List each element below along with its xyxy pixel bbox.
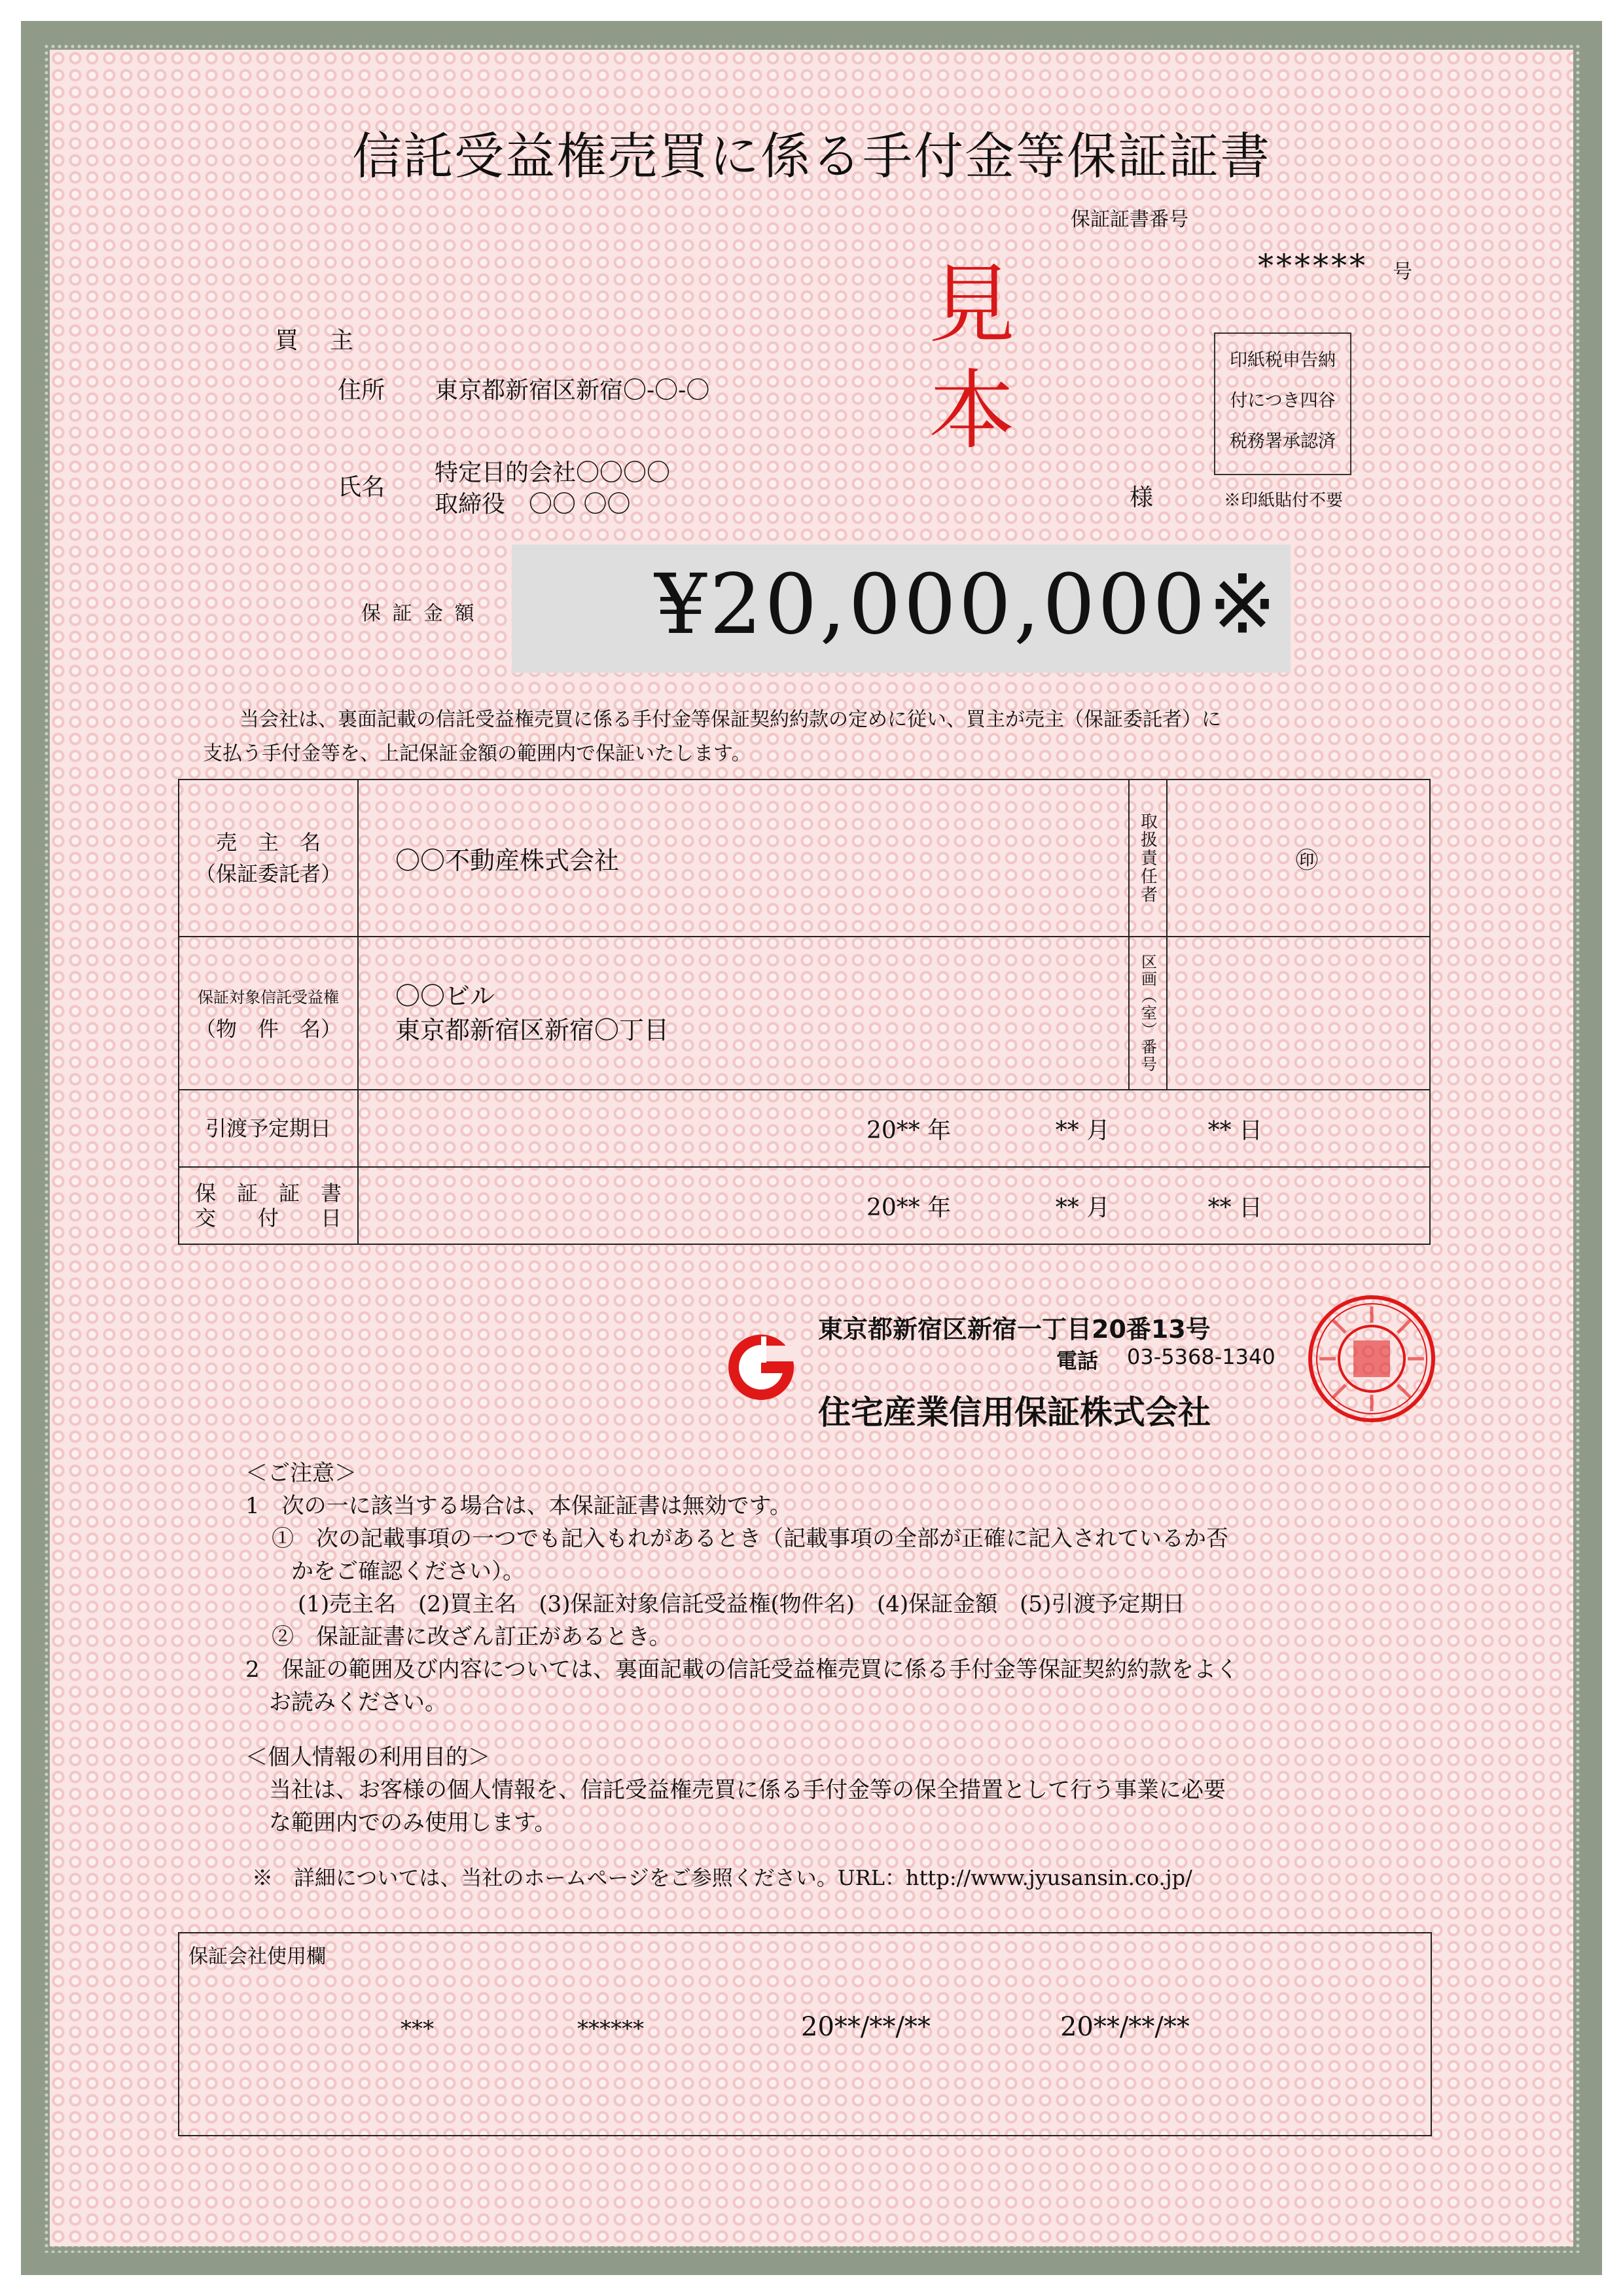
issue-date-cell [358,1167,1430,1244]
buyer-address: 東京都新宿区新宿〇-〇-〇 [435,377,710,404]
guarantee-amount: ¥20,000,000※ [654,556,1280,653]
notes-heading: ＜ご注意＞ [245,1460,357,1486]
sample-mark-top: 見 [929,255,1015,355]
buyer-name-label: 氏名 [338,474,385,501]
company-name: 住宅産業信用保証株式会社 [818,1393,1211,1431]
handover-label: 引渡予定期日 [179,1090,358,1167]
cert-number-label: 保証証書番号 [1071,208,1188,231]
issue-sub-label: 交 付 日 [194,1206,342,1230]
stamp-tax-line: 税務署承認済 [1230,431,1336,452]
cert-number-suffix: 号 [1393,260,1412,283]
office-use-label: 保証会社使用欄 [188,1945,326,1968]
table-row [179,1090,1430,1167]
table-row [179,1167,1430,1244]
property-label: 保証対象信託受益権 [198,988,339,1007]
office-value: *** [401,2016,434,2042]
buyer-name-line2: 取締役 〇〇 〇〇 [435,491,631,518]
notes-item-1: 1 次の一に該当する場合は、本保証証書は無効です。 [245,1493,792,1519]
property-label-cell [179,937,358,1090]
issue-label: 保 証 証 書 [194,1181,342,1206]
issue-day: ** 日 [1207,1194,1263,1221]
seller-value: 〇〇不動産株式会社 [358,780,1129,937]
office-use-box [178,1932,1432,2136]
property-value-cell [358,937,1129,1090]
handler-label: 取扱責任者 [1137,812,1158,904]
privacy-line-a: 当社は、お客様の個人情報を、信託受益権売買に係る手付金等の保全措置として行う事業に必要 [269,1777,1226,1803]
seal-mark-icon: ㊞ [1296,847,1318,874]
office-value: 20**/**/** [1060,2012,1190,2042]
handover-date-cell [358,1090,1430,1167]
notes-item-2b: お読みください。 [269,1689,447,1715]
notes-item-1-1b: かをご確認ください）。 [291,1558,525,1585]
notes-item-1-1a: ① 次の記載事項の一つでも記入もれがあるとき（記載事項の全部が正確に記入されているか否 [272,1526,1228,1552]
amount-label: 保 証 金 額 [361,602,477,625]
company-address: 東京都新宿区新宿一丁目20番13号 [818,1315,1211,1344]
notes-item-1-2: ② 保証証書に改ざん訂正があるとき。 [272,1624,671,1650]
cert-number-value: ****** [1258,247,1368,284]
intro-line-1: 当会社は、裏面記載の信託受益権売買に係る手付金等保証契約約款の定めに従い、買主が売主（保証委託者）に [240,708,1221,731]
spacer [245,1839,1410,1861]
table-row [179,780,1430,937]
property-address: 東京都新宿区新宿〇丁目 [395,1016,669,1045]
stamp-tax-line: 付につき四谷 [1230,391,1336,411]
room-value-cell [1167,937,1430,1090]
seller-label-cell [179,780,358,937]
buyer-name-line1: 特定目的会社〇〇〇〇 [435,459,671,486]
privacy-heading: ＜個人情報の利用目的＞ [245,1744,490,1770]
handover-year: 20** 年 [866,1117,952,1144]
company-logo-icon [725,1331,797,1403]
buyer-address-label: 住所 [338,377,385,404]
issue-month: ** 月 [1055,1194,1111,1221]
seller-sub-label: （保証委託者） [194,861,342,886]
handover-day: ** 日 [1207,1117,1263,1144]
honorific: 様 [1130,484,1154,511]
handover-month: ** 月 [1055,1117,1111,1144]
handler-seal-cell [1167,780,1430,937]
office-value: 20**/**/** [801,2012,931,2042]
property-sub-label: （物 件 名） [194,1016,342,1041]
spacer [245,1719,1410,1741]
company-phone: 03-5368-1340 [1127,1344,1275,1369]
room-label: 区画（室）番号 [1138,954,1157,1073]
notes-item-1-list: (1)売主名 (2)買主名 (3)保証対象信託受益権(物件名) (4)保証金額 (5)引渡予定期日 [298,1591,1185,1617]
stamp-tax-box [1214,332,1351,475]
privacy-line-b: な範囲内でのみ使用します。 [269,1810,557,1836]
issue-label-cell [179,1167,358,1244]
property-name: 〇〇ビル [395,982,495,1011]
company-seal-icon [1306,1293,1437,1424]
sample-mark-bottom: 本 [929,361,1015,461]
office-value: ****** [577,2016,644,2042]
stamp-tax-note: ※印紙貼付不要 [1224,491,1344,511]
certificate-title: 信託受益権売買に係る手付金等保証証書 [352,127,1271,185]
guarantee-table [178,779,1431,1245]
room-label-cell [1129,937,1167,1090]
handler-label-cell [1129,780,1167,937]
notes-item-2a: 2 保証の範囲及び内容については、裏面記載の信託受益権売買に係る手付金等保証契約約款をよく [245,1657,1238,1683]
table-row [179,937,1430,1090]
issue-year: 20** 年 [866,1194,952,1221]
stamp-tax-line: 印紙税申告納 [1230,350,1336,370]
detail-note: ※ 詳細については、当社のホームページをご参照ください。URL：http://www.jyusansin.co.jp/ [252,1865,1192,1890]
company-phone-label: 電話 [1056,1348,1099,1373]
buyer-heading: 買 主 [275,327,358,354]
notes-section [245,1457,1410,1894]
seller-label: 売 主 名 [215,830,321,855]
intro-line-2: 支払う手付金等を、上記保証金額の範囲内で保証いたします。 [203,742,751,765]
